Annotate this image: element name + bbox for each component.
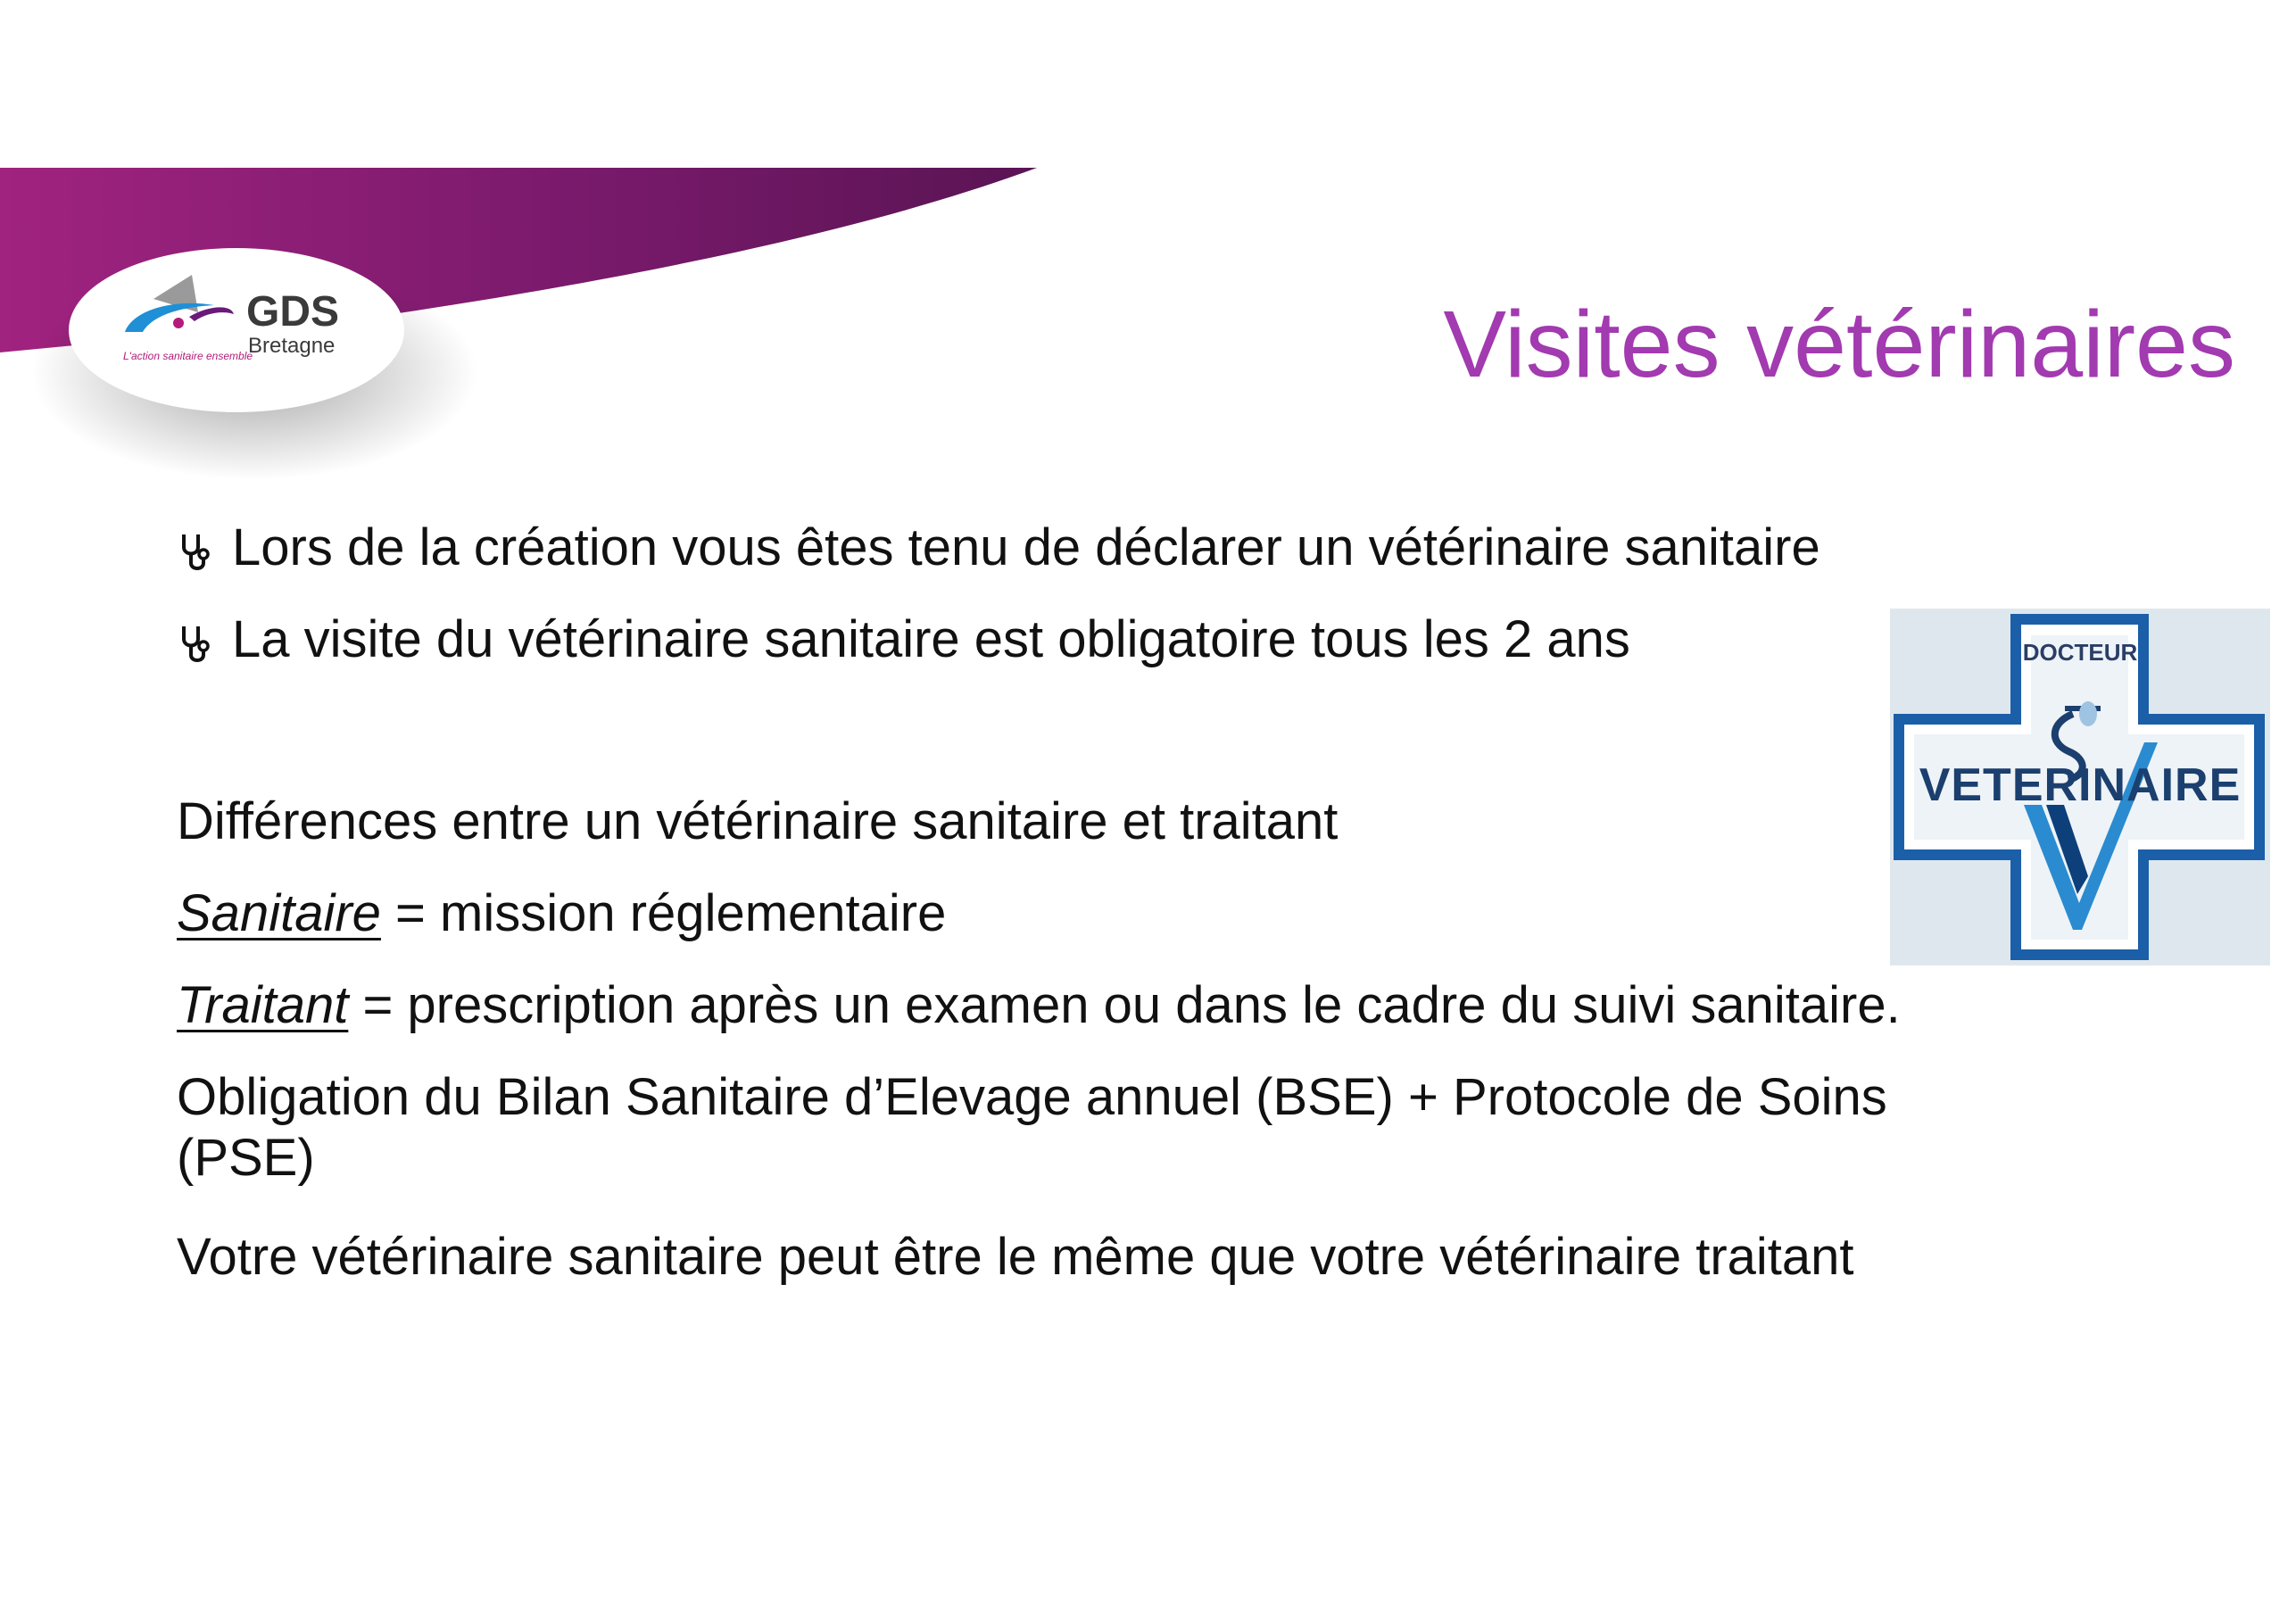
obligation-line-2: (PSE) — [177, 1129, 315, 1187]
bullet-item — [177, 609, 1630, 670]
traitant-def: = prescription après un examen ou dans le cadre du suivi sanitaire. — [348, 976, 1901, 1034]
traitant-term: Traitant — [177, 976, 349, 1034]
same-vet-line: Votre vétérinaire sanitaire peut être le même que votre vétérinaire traitant — [177, 1228, 1854, 1286]
sanitaire-term: Sanitaire — [177, 884, 381, 942]
stethoscope-icon — [177, 619, 212, 667]
logo-region: Bretagne — [248, 334, 336, 358]
header-banner — [0, 0, 2296, 535]
slide-title: Visites vétérinaires — [1443, 292, 2235, 397]
differences-heading: Différences entre un vétérinaire sanitaire et traitant — [177, 792, 1339, 850]
docteur-veterinaire-image — [1890, 609, 2270, 965]
stethoscope-icon — [177, 527, 212, 576]
bullet-text: Lors de la création vous êtes tenu de déclarer un vétérinaire sanitaire — [232, 518, 1820, 576]
image-main-label: VETERINAIRE — [1919, 759, 2242, 811]
image-top-label: DOCTEUR — [2022, 639, 2138, 666]
obligation-line-1: Obligation du Bilan Sanitaire d’Elevage annuel (BSE) + Protocole de Soins — [177, 1068, 1887, 1126]
bullet-item — [177, 518, 1820, 578]
logo-tagline: L'action sanitaire ensemble — [123, 350, 253, 362]
bullet-text: La visite du vétérinaire sanitaire est obligatoire tous les 2 ans — [232, 610, 1630, 668]
sanitaire-definition — [177, 883, 946, 944]
traitant-definition — [177, 975, 1901, 1036]
logo-name: GDS — [246, 288, 340, 336]
sanitaire-def: = mission réglementaire — [380, 884, 947, 942]
